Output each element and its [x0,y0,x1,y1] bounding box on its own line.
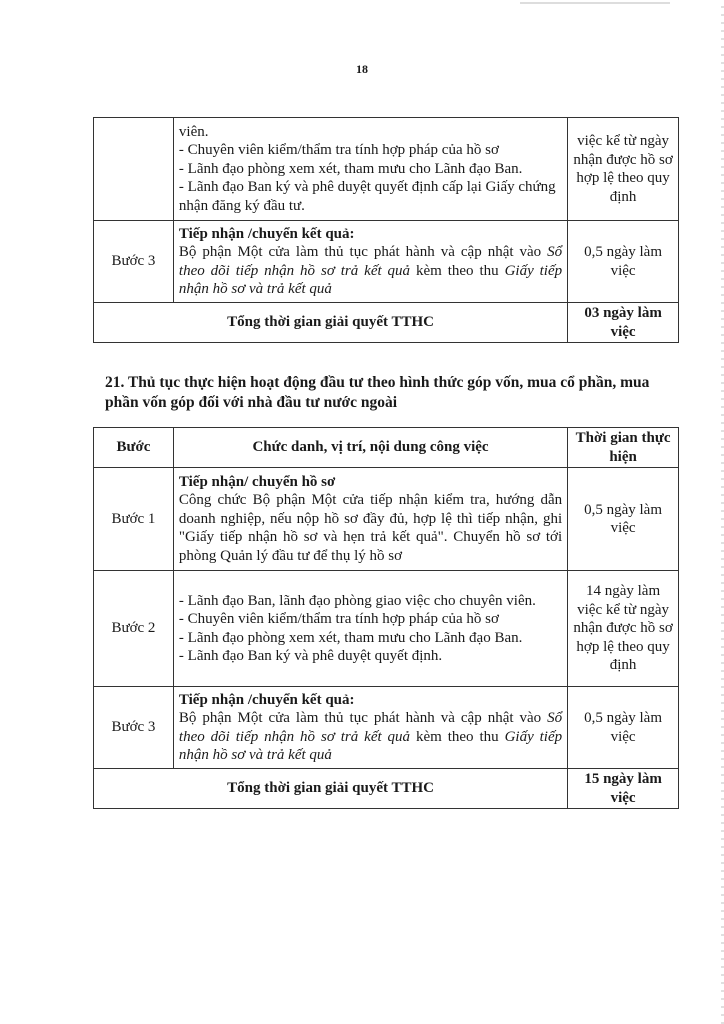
time-cell: 14 ngày làm việc kể từ ngày nhận được hồ sơ hợp lệ theo quy định [568,571,679,687]
column-header: Chức danh, vị trí, nội dung công việc [173,428,567,468]
total-value: 03 ngày làm việc [568,303,679,343]
table-header-row [94,428,679,468]
content-cell [173,468,567,571]
text-segment: Bộ phận Một cửa làm thủ tục phát hành và cập nhật vào [178,244,548,260]
step-cell: Bước 2 [94,571,174,687]
procedure-table [93,427,679,809]
time-cell: 0,5 ngày làm việc [568,468,679,571]
total-row [94,303,679,343]
content-line: - Lãnh đạo Ban, lãnh đạo phòng giao việc cho chuyên viên. [178,592,536,609]
step-cell: Bước 3 [94,221,174,303]
page-number: 18 [356,62,368,76]
content-line: - Chuyên viên kiểm/thẩm tra tính hợp pháp của hồ sơ [178,142,499,159]
text-segment-italic: Sổ theo dõi tiếp nhận hồ sơ trả kết quả [178,244,563,279]
content-line: - Lãnh đạo phòng xem xét, tham mưu cho Lãnh đạo Ban. [178,160,523,177]
table-row [94,221,679,303]
content-line: - Chuyên viên kiểm/thẩm tra tính hợp pháp của hồ sơ [178,611,499,627]
content-heading: Tiếp nhận /chuyển kết quả: [178,691,355,708]
content-line: - Lãnh đạo phòng xem xét, tham mưu cho Lãnh đạo Ban. [178,629,523,646]
scan-artifact [520,2,670,4]
text-segment: kèm theo thu [410,728,505,745]
content-cell [173,221,567,303]
content-cell [173,687,567,769]
content-line: viên. [178,123,209,140]
content-text: Công chức Bộ phận Một cửa tiếp nhận kiểm tra, hướng dẫn doanh nghiệp, nếu nộp hồ sơ đầy đủ, hợp lệ thì tiếp nhận, ghi "Giấy tiếp nhận hồ sơ và hẹn trả kết quả". Chuyển hồ sơ tới phòng Quản lý đầu tư để thụ lý hồ sơ [178,492,563,564]
content-text [179,243,562,299]
column-header: Thời gian thực hiện [568,428,679,468]
content-heading: Tiếp nhận /chuyển kết quả: [178,225,355,242]
time-cell: việc kể từ ngày nhận được hồ sơ hợp lệ theo quy định [568,118,679,221]
total-value: 15 ngày làm việc [568,769,679,809]
content-line: - Lãnh đạo Ban ký và phê duyệt quyết định. [178,648,443,664]
total-row [94,769,679,809]
text-segment: kèm theo thu [410,262,505,279]
text-segment-italic: Giấy tiếp nhận hồ sơ và trả kết quả [178,728,563,763]
content-line: - Lãnh đạo Ban ký và phê duyệt quyết định cấp lại Giấy chứng nhận đăng ký đầu tư. [178,179,556,214]
text-segment: Bộ phận Một cửa làm thủ tục phát hành và cập nhật vào [178,710,548,726]
total-label: Tổng thời gian giải quyết TTHC [94,769,568,809]
table-row [94,118,679,221]
total-label: Tổng thời gian giải quyết TTHC [94,303,568,343]
step-cell [94,118,174,221]
table-row [94,687,679,769]
table-row [94,571,679,687]
procedure-table-continued [93,117,679,343]
column-header: Bước [94,428,174,468]
step-cell: Bước 3 [94,687,174,769]
text-segment-italic: Sổ theo dõi tiếp nhận hồ sơ trả kết quả [178,710,563,745]
content-cell [173,118,567,221]
table-row [94,468,679,571]
section-heading: 21. Thủ tục thực hiện hoạt động đầu tư theo hình thức góp vốn, mua cổ phần, mua phần vốn góp đối với nhà đầu tư nước ngoài [105,374,650,411]
content-text [179,709,562,765]
content-heading: Tiếp nhận/ chuyển hồ sơ [178,473,336,490]
step-cell: Bước 1 [94,468,174,571]
content-cell [173,571,567,687]
text-segment-italic: Giấy tiếp nhận hồ sơ và trả kết quả [178,262,563,297]
time-cell: 0,5 ngày làm việc [568,687,679,769]
time-cell: 0,5 ngày làm việc [568,221,679,303]
